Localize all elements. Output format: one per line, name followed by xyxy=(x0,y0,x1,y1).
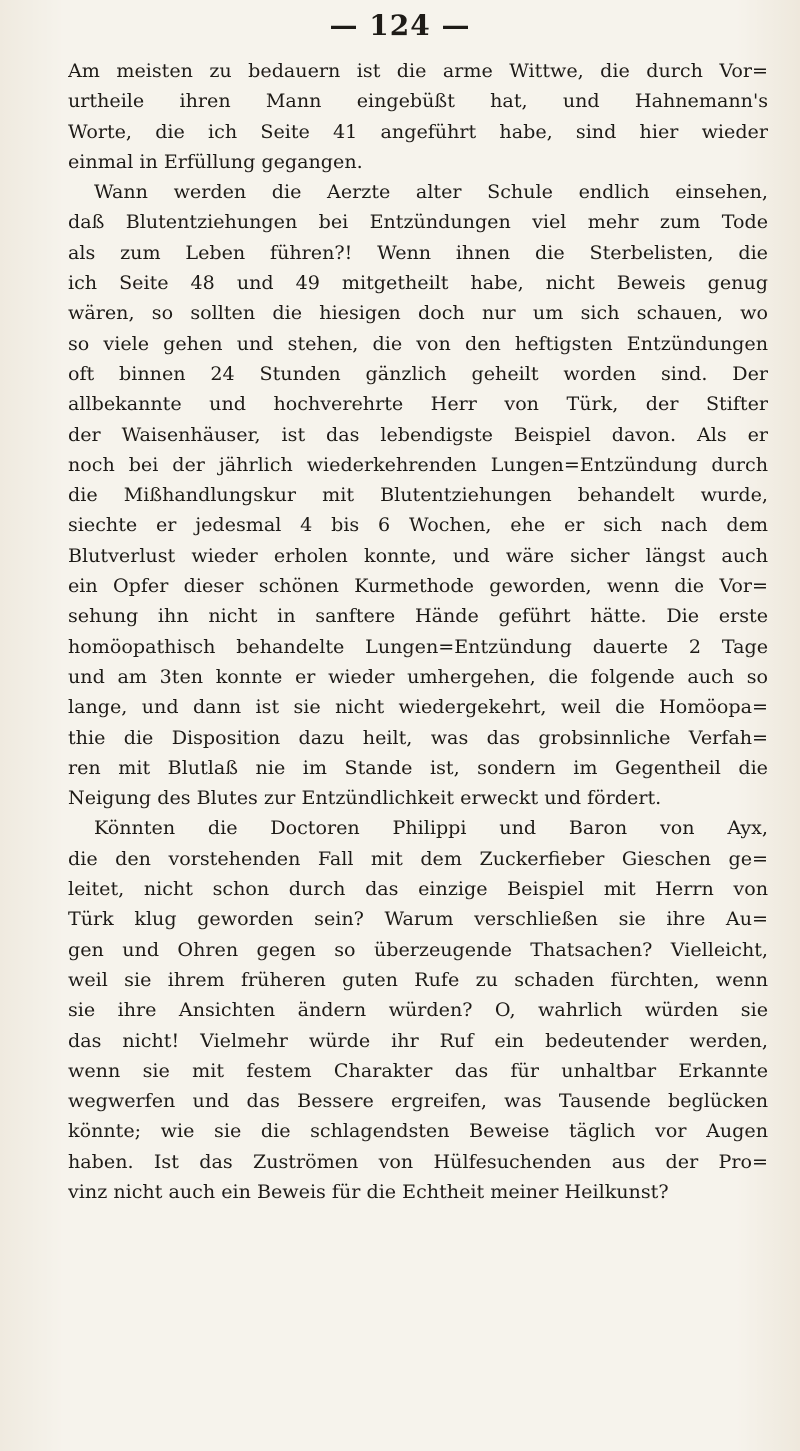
text-line: leitet, nicht schon durch das einzige Beispiel mit Herrn von xyxy=(68,877,768,901)
text-line: ein Opfer dieser schönen Kurmethode geworden, wenn die Vor= xyxy=(68,574,768,598)
text-line: Türk klug geworden sein? Warum verschließen sie ihre Au= xyxy=(68,907,768,931)
text-line: wegwerfen und das Bessere ergreifen, was Tausende beglücken xyxy=(68,1089,768,1113)
text-line: Blutverlust wieder erholen konnte, und wäre sicher längst auch xyxy=(68,543,768,567)
text-line: das nicht! Vielmehr würde ihr Ruf ein bedeutender werden, xyxy=(68,1028,768,1052)
page-number: — 124 — xyxy=(329,9,471,42)
text-line: lange, und dann ist sie nicht wiedergekehrt, weil die Homöopa= xyxy=(68,695,768,719)
text-line: und am 3ten konnte er wieder umhergehen, die folgende auch so xyxy=(68,664,768,688)
text-line: Worte, die ich Seite 41 angeführt habe, sind hier wieder xyxy=(68,119,768,143)
text-line: sehung ihn nicht in sanftere Hände geführt hätte. Die erste xyxy=(68,604,768,628)
text-line: ren mit Blutlaß nie im Stande ist, sondern im Gegentheil die xyxy=(68,755,768,779)
text-line: der Waisenhäuser, ist das lebendigste Beispiel davon. Als er xyxy=(68,422,768,446)
text-line: Neigung des Blutes zur Entzündlichkeit erweckt und fördert. xyxy=(68,786,662,810)
text-line: sie ihre Ansichten ändern würden? O, wahrlich würden sie xyxy=(68,998,768,1022)
text-line: gen und Ohren gegen so überzeugende Thatsachen? Vielleicht, xyxy=(68,937,768,961)
text-line: weil sie ihrem früheren guten Rufe zu schaden fürchten, wenn xyxy=(68,967,768,991)
text-line: so viele gehen und stehen, die von den heftigsten Entzündungen xyxy=(68,331,768,355)
text-line: wären, so sollten die hiesigen doch nur um sich schauen, wo xyxy=(68,301,768,325)
text-line: oft binnen 24 Stunden gänzlich geheilt worden sind. Der xyxy=(68,361,768,385)
text-line: als zum Leben führen?! Wenn ihnen die Sterbelisten, die xyxy=(68,240,768,264)
text-line: einmal in Erfüllung gegangen. xyxy=(68,149,363,173)
body-text xyxy=(68,56,768,1207)
text-line: homöopathisch behandelte Lungen=Entzündung dauerte 2 Tage xyxy=(68,634,768,658)
text-line: urtheile ihren Mann eingebüßt hat, und Hahnemann's xyxy=(68,89,768,113)
text-line: könnte; wie sie die schlagendsten Beweise täglich vor Augen xyxy=(68,1119,768,1143)
text-line: Am meisten zu bedauern ist die arme Wittwe, die durch Vor= xyxy=(68,59,768,82)
text-line: siechte er jedesmal 4 bis 6 Wochen, ehe er sich nach dem xyxy=(68,513,768,537)
text-line: allbekannte und hochverehrte Herr von Türk, der Stifter xyxy=(68,392,768,416)
text-line: daß Blutentziehungen bei Entzündungen viel mehr zum Tode xyxy=(68,210,768,234)
text-line: Könnten die Doctoren Philippi und Baron von Ayx, xyxy=(94,816,768,840)
text-line: Wann werden die Aerzte alter Schule endlich einsehen, xyxy=(94,180,768,204)
text-line: die Mißhandlungskur mit Blutentziehungen behandelt wurde, xyxy=(68,483,768,507)
text-line: ich Seite 48 und 49 mitgetheilt habe, nicht Beweis genug xyxy=(68,271,768,295)
text-line: vinz nicht auch ein Beweis für die Echtheit meiner Heilkunst? xyxy=(68,1179,669,1203)
text-line: thie die Disposition dazu heilt, was das grobsinnliche Verfah= xyxy=(68,725,768,749)
text-line: wenn sie mit festem Charakter das für unhaltbar Erkannte xyxy=(68,1058,768,1082)
text-line: haben. Ist das Zuströmen von Hülfesuchenden aus der Pro= xyxy=(68,1149,768,1173)
text-line: die den vorstehenden Fall mit dem Zuckerfieber Gieschen ge= xyxy=(68,846,768,870)
text-line: noch bei der jährlich wiederkehrenden Lungen=Entzündung durch xyxy=(68,452,768,476)
